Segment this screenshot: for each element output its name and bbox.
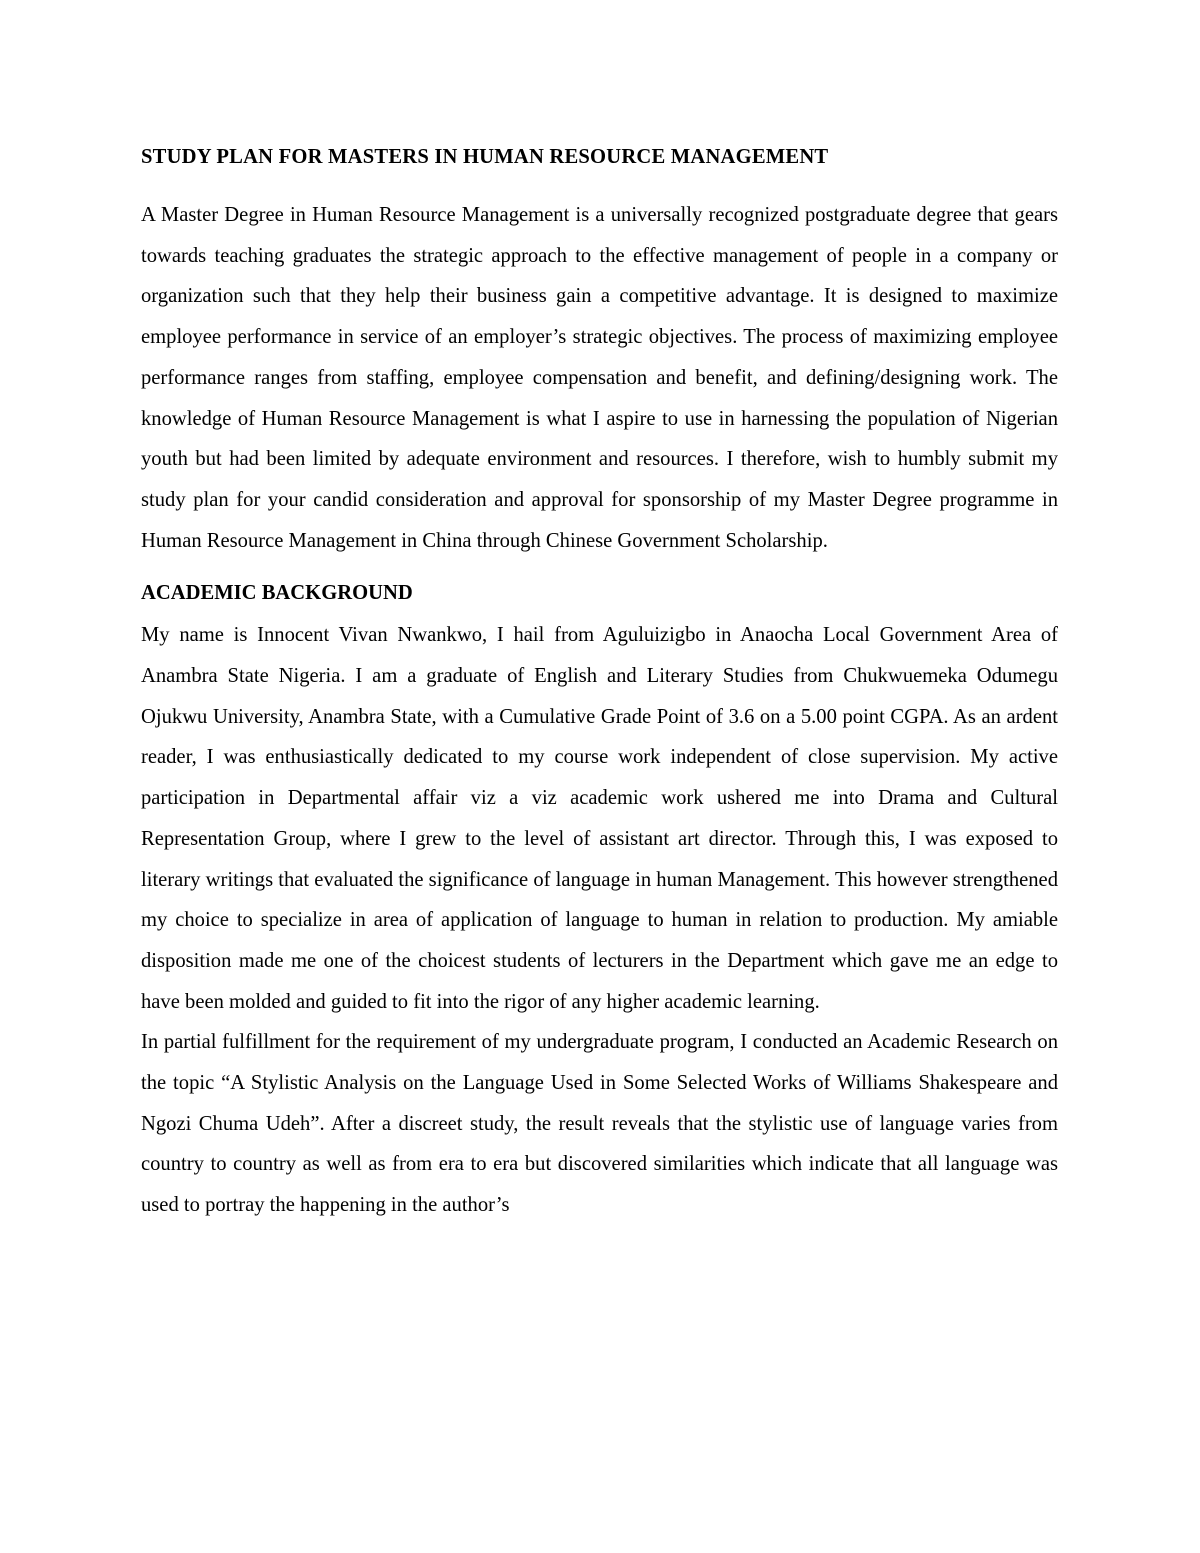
document-body	[141, 141, 1058, 1226]
intro-paragraph: A Master Degree in Human Resource Management is a universally recognized postgraduate degree that gears towards teaching graduates the strategic approach to the effective management of people in a company or organization such that they help their business gain a competitive advantage. It is designed to maximize employee performance in service of an employer’s strategic objectives. The process of maximizing employee performance ranges from staffing, employee compensation and benefit, and defining/designing work. The knowledge of Human Resource Management is what I aspire to use in harnessing the population of Nigerian youth but had been limited by adequate environment and resources. I therefore, wish to humbly submit my study plan for your candid consideration and approval for sponsorship of my Master Degree programme in Human Resource Management in China through Chinese Government Scholarship.	[141, 204, 1058, 552]
background-paragraph-2: In partial fulfillment for the requirement of my undergraduate program, I conducted an Academic Research on the topic “A Stylistic Analysis on the Language Used in Some Selected Works of Williams Shakespeare and Ngozi Chuma Udeh”. After a discreet study, the result reveals that the stylistic use of language varies from country to country as well as from era to era but discovered similarities which indicate that all language was used to portray the happening in the author’s	[141, 1031, 1058, 1217]
background-paragraph-1: My name is Innocent Vivan Nwankwo, I hail from Aguluizigbo in Anaocha Local Government Area of Anambra State Nigeria. I am a graduate of English and Literary Studies from Chukwuemeka Odumegu Ojukwu University, Anambra State, with a Cumulative Grade Point of 3.6 on a 5.00 point CGPA. As an ardent reader, I was enthusiastically dedicated to my course work independent of close supervision. My active participation in Departmental affair viz a viz academic work ushered me into Drama and Cultural Representation Group, where I grew to the level of assistant art director. Through this, I was exposed to literary writings that evaluated the significance of language in human Management. This however strengthened my choice to specialize in area of application of language to human in relation to production. My amiable disposition made me one of the choicest students of lecturers in the Department which gave me an edge to have been molded and guided to fit into the rigor of any higher academic learning.	[141, 624, 1058, 1013]
section-heading-academic-background: ACADEMIC BACKGROUND	[141, 582, 413, 605]
document-title: STUDY PLAN FOR MASTERS IN HUMAN RESOURCE MANAGEMENT	[141, 146, 829, 168]
